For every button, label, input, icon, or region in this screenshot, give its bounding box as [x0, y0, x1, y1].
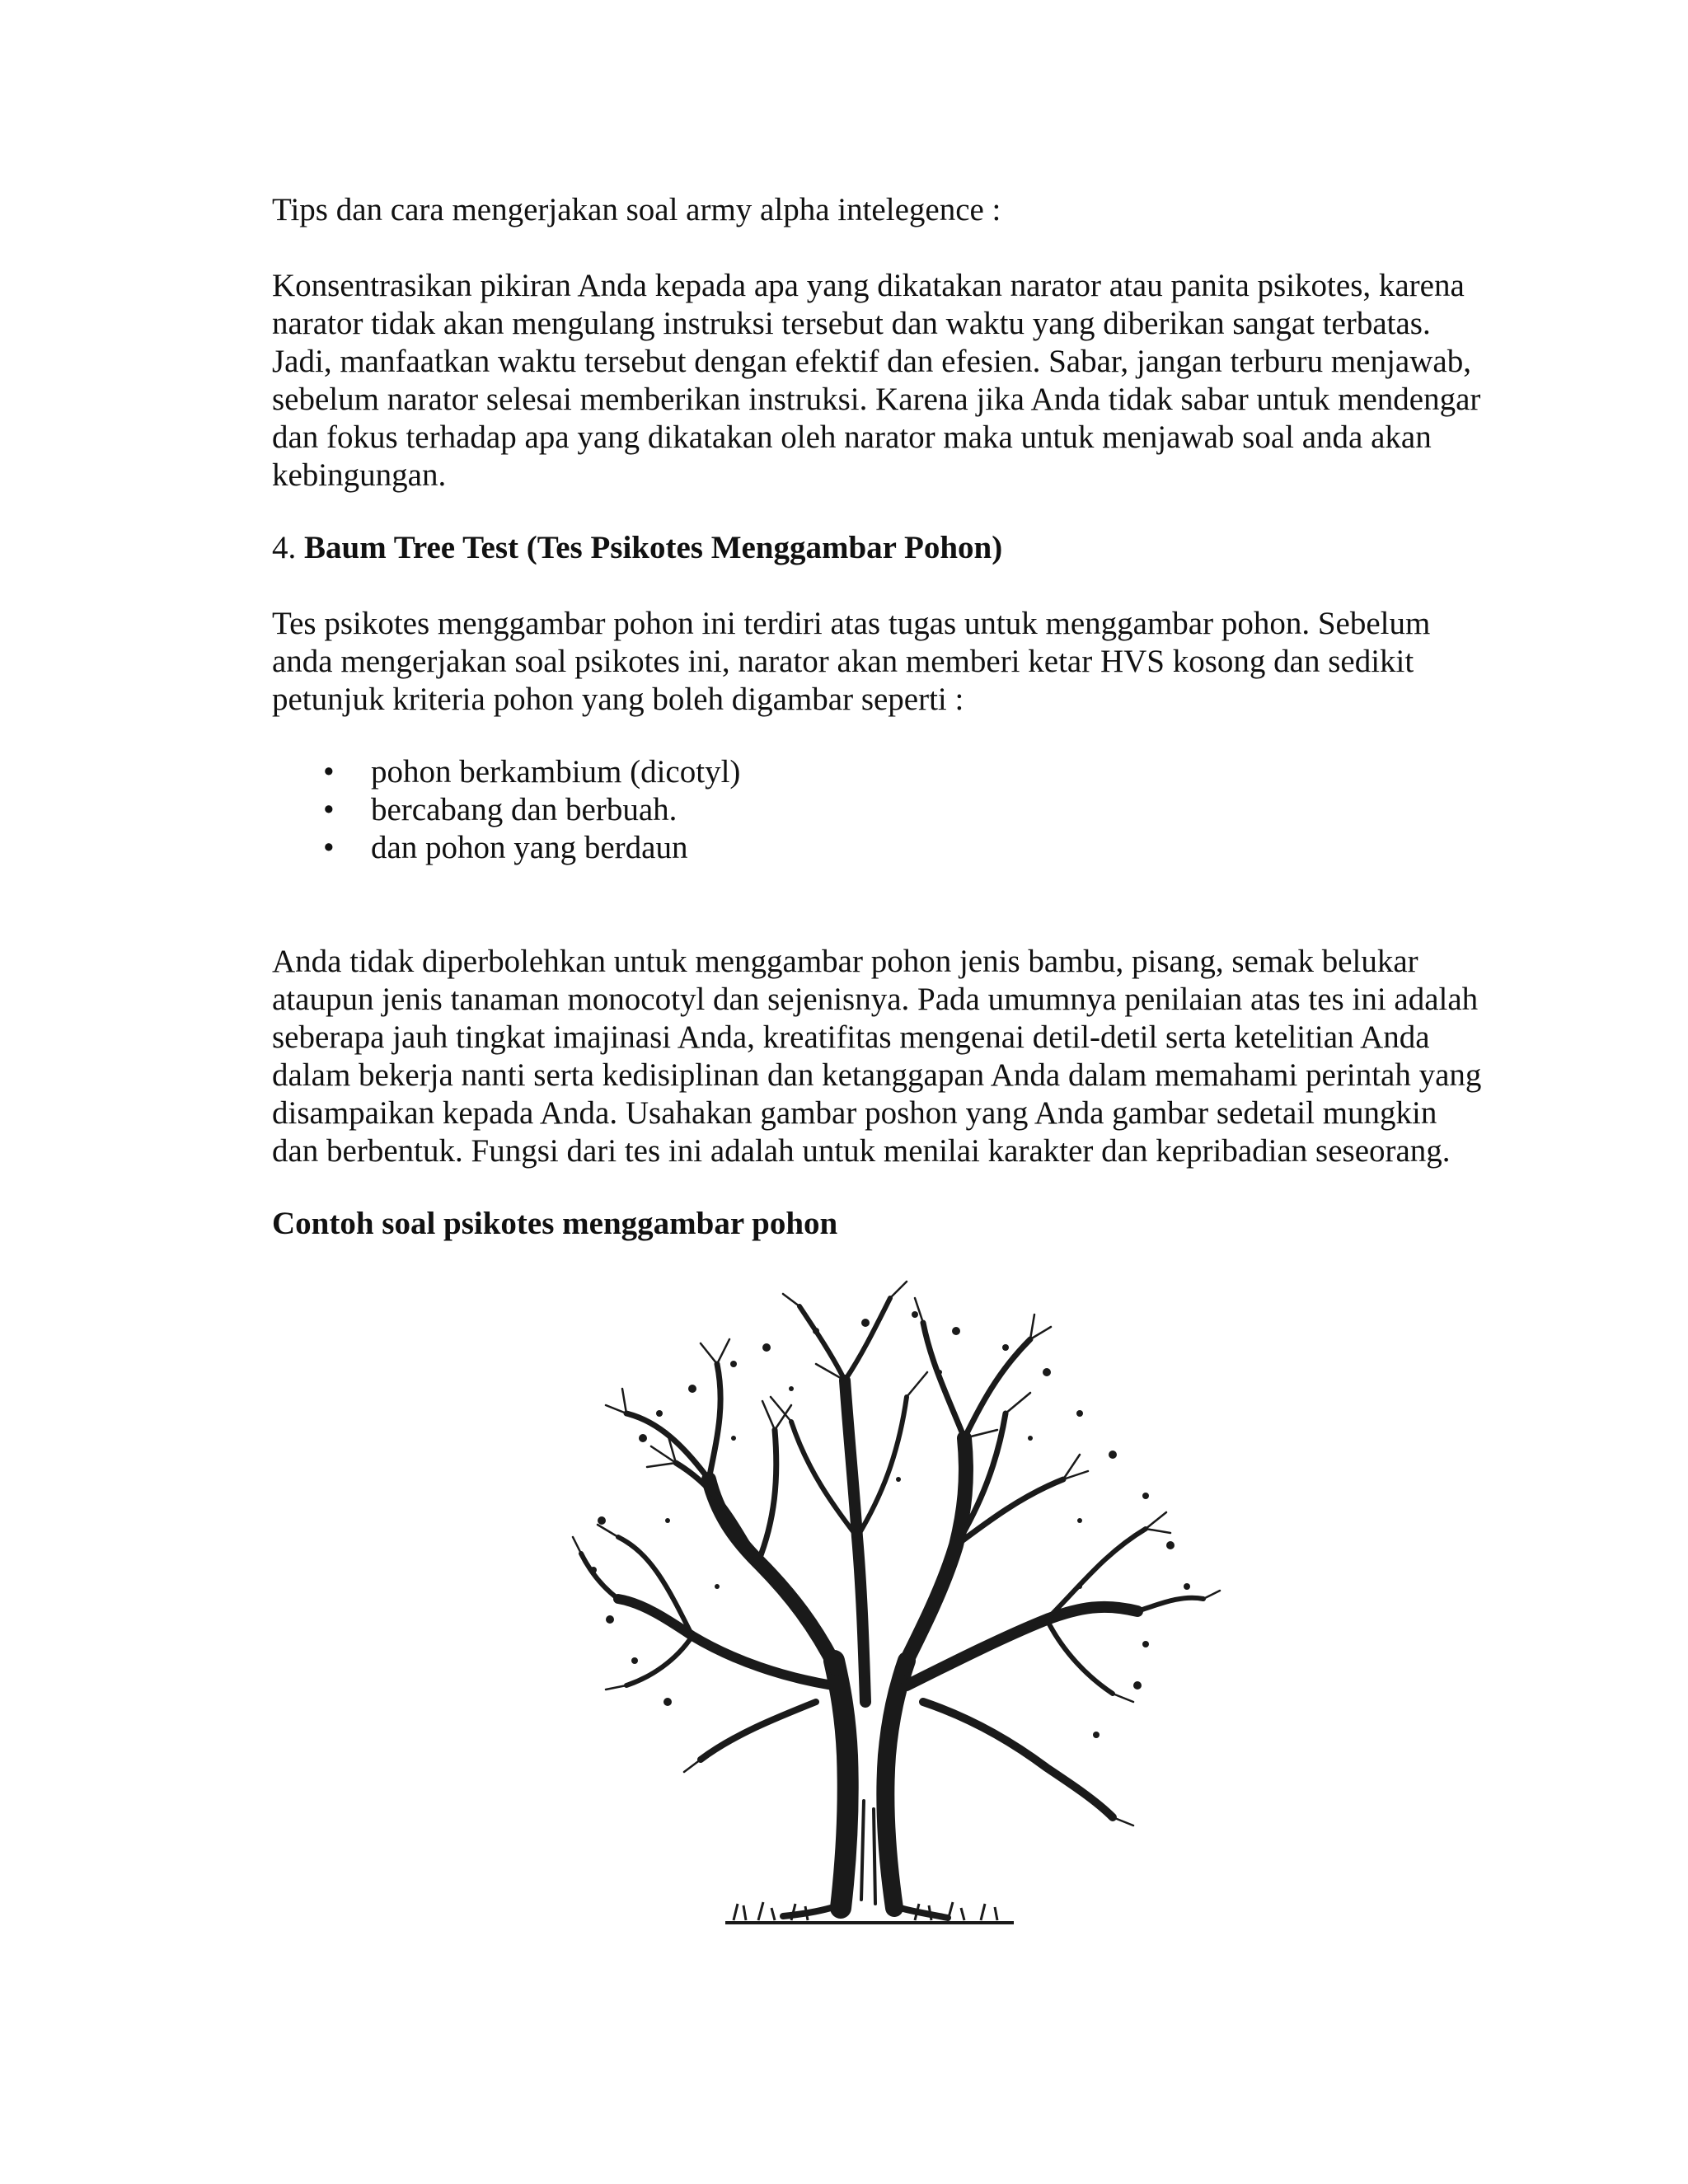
- tips-paragraph: [272, 267, 1525, 494]
- rules-line: ataupun jenis tanaman monocotyl dan sejenisnya. Pada umumnya penilaian atas tes ini adalah: [272, 982, 1479, 1017]
- rules-paragraph: [272, 943, 1525, 1170]
- section-heading-text: [272, 529, 1525, 567]
- intro-line: anda mengerjakan soal psikotes ini, narator akan memberi ketar HVS kosong dan sedikit: [272, 644, 1414, 679]
- rules-line: dalam bekerja nanti serta kedisiplinan dan ketanggapan Anda dalam memahami perintah yang: [272, 1057, 1482, 1093]
- tips-title: [272, 191, 1525, 229]
- rules-line: seberapa jauh tingkat imajinasi Anda, kreatifitas mengenai detil-detil serta ketelitian Anda: [272, 1019, 1430, 1055]
- tips-line: narator tidak akan mengulang instruksi tersebut dan waktu yang diberikan sangat terbatas.: [272, 306, 1431, 341]
- intro-line: Tes psikotes menggambar pohon ini terdiri atas tugas untuk menggambar pohon. Sebelum: [272, 606, 1431, 641]
- list-item-text: pohon berkambium (dicotyl): [371, 754, 741, 790]
- example-heading: [272, 1205, 1525, 1243]
- rules-line: dan berbentuk. Fungsi dari tes ini adalah untuk menilai karakter dan kepribadian seseorang.: [272, 1133, 1451, 1169]
- tips-line: sebelum narator selesai memberikan instruksi. Karena jika Anda tidak sabar untuk mendengar: [272, 382, 1481, 417]
- intro-paragraph: [272, 605, 1525, 719]
- tips-line: kebingungan.: [272, 457, 447, 493]
- tips-line: dan fokus terhadap apa yang dikatakan oleh narator maka untuk menjawab soal anda akan: [272, 419, 1432, 455]
- list-item: [272, 753, 1525, 791]
- bullet-icon: •: [323, 830, 335, 865]
- section-number: 4.: [272, 530, 304, 565]
- intro-line: petunjuk kriteria pohon yang boleh digambar seperti :: [272, 682, 964, 717]
- rules-line: Anda tidak diperbolehkan untuk menggambar pohon jenis bambu, pisang, semak belukar: [272, 944, 1418, 979]
- tips-line: Konsentrasikan pikiran Anda kepada apa yang dikatakan narator atau panita psikotes, karena: [272, 268, 1465, 303]
- list-item-text: bercabang dan berbuah.: [371, 792, 678, 827]
- section-heading: [272, 529, 1525, 567]
- list-item: [272, 791, 1525, 829]
- list-item: [272, 829, 1525, 867]
- tips-title-text: Tips dan cara mengerjakan soal army alpha intelegence :: [272, 192, 1001, 227]
- rules-line: disampaikan kepada Anda. Usahakan gambar poshon yang Anda gambar sedetail mungkin: [272, 1095, 1437, 1131]
- example-heading-text: Contoh soal psikotes menggambar pohon: [272, 1206, 838, 1241]
- criteria-list: [272, 753, 1525, 867]
- tree-drawing-icon: [569, 1273, 1228, 1933]
- bullet-icon: •: [323, 792, 335, 827]
- section-title: Baum Tree Test (Tes Psikotes Menggambar Pohon): [304, 530, 1003, 565]
- bullet-icon: •: [323, 754, 335, 790]
- list-item-text: dan pohon yang berdaun: [371, 830, 688, 865]
- tips-line: Jadi, manfaatkan waktu tersebut dengan efektif dan efesien. Sabar, jangan terburu menjawab,: [272, 344, 1471, 379]
